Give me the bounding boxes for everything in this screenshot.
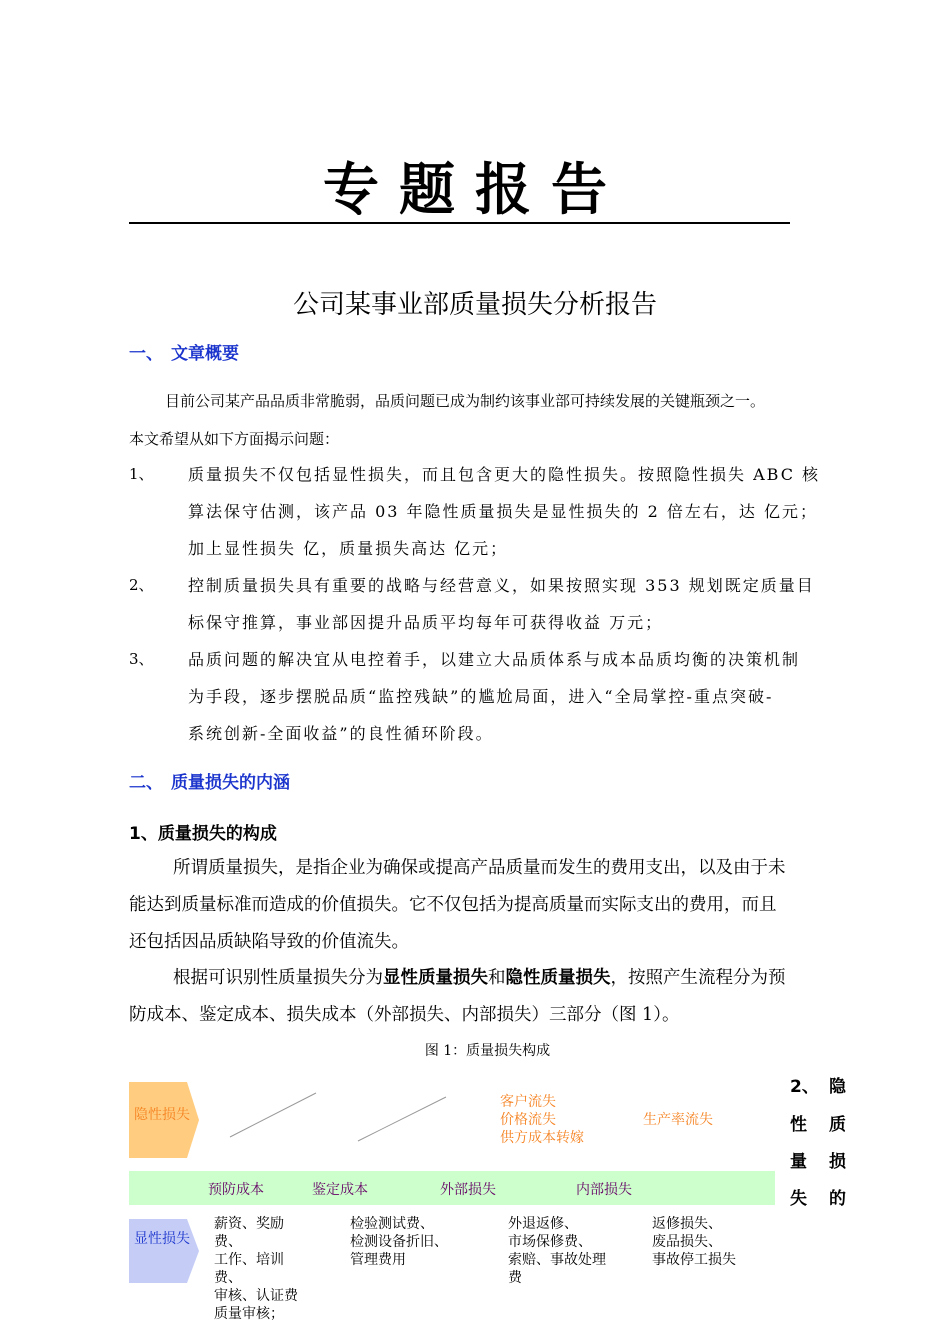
header-divider [129,222,790,224]
stage-external-loss: 外部损失 [440,1182,496,1198]
external-cost-line: 费 [508,1270,522,1286]
internal-cost-line: 废品损失、 [652,1234,722,1250]
list-item-2-line-2: 标保守推算，事业部因提升品质平均每年可获得收益 万元； [188,613,664,632]
diagonal-divider-1 [228,1090,318,1140]
section-2-number: 二、 [129,773,163,793]
para-2-text-b: 和 [488,968,506,988]
hidden-item-productivity-loss: 生产率流失 [643,1112,713,1128]
para-1-line-1: 所谓质量损失，是指企业为确保或提高产品质量而发生的费用支出，以及由于未 [173,858,786,878]
side-text-row-4-b: 的 [829,1189,846,1209]
section-2-heading [129,768,290,793]
prevention-costs-list [214,1215,298,1323]
internal-costs-list [652,1215,736,1269]
diagonal-divider-2 [356,1094,448,1144]
para-1-line-2: 能达到质量标准而造成的价值损失。它不仅包括为提高质量而实际支出的费用，而且 [129,895,777,915]
internal-cost-line: 事故停工损失 [652,1252,736,1268]
intro-line-1: 目前公司某产品品质非常脆弱，品质问题已成为制约该事业部可持续发展的关键瓶颈之一。 [165,392,766,410]
section-2-title: 质量损失的内涵 [171,773,290,793]
para-2-line-1 [173,964,786,989]
stage-appraisal-cost: 鉴定成本 [312,1182,368,1198]
section-1-number: 一、 [129,344,163,364]
list-item-1-line-3: 加上显性损失 亿，质量损失高达 亿元； [188,539,509,558]
list-item-2-line-1: 控制质量损失具有重要的战略与经营意义，如果按照实现 353 规划既定质量目 [188,576,815,595]
external-costs-list [508,1215,606,1287]
hidden-loss-label: 隐性损失 [134,1107,190,1123]
list-item-3-line-1: 品质问题的解决宜从电控着手，以建立大品质体系与成本品质均衡的决策机制 [188,650,801,669]
list-item-1-line-1: 质量损失不仅包括显性损失，而且包含更大的隐性损失。按照隐性损失 ABC 核 [188,465,821,484]
hidden-item-price-loss: 价格流失 [500,1112,556,1128]
side-text-row-2-b: 质 [829,1115,846,1135]
para-1-line-3: 还包括因品质缺陷导致的价值流失。 [129,932,409,952]
side-text-row-1-a: 2、 [790,1077,819,1097]
para-2-text-a: 根据可识别性质量损失分为 [173,968,383,988]
list-item-1-line-2: 算法保守估测，该产品 03 年隐性质量损失是显性损失的 2 倍左右，达 亿元； [188,502,818,521]
stage-prevention-cost: 预防成本 [208,1182,264,1198]
side-text-row-3-b: 损 [829,1152,846,1172]
para-2-text-c: ，按照产生流程分为预 [610,968,786,988]
section-1-title: 文章概要 [171,344,239,364]
prevention-cost-line: 质量审核； [214,1306,284,1322]
prevention-cost-line: 审核、认证费 [214,1288,298,1304]
visible-loss-label: 显性损失 [134,1231,190,1247]
side-text-row-1-b: 隐 [829,1077,846,1097]
intro-line-2: 本文希望从如下方面揭示问题： [129,430,340,448]
list-item-3-number: 3、 [129,650,154,668]
document-header-title: 专题报告 [323,158,627,223]
appraisal-costs-list [350,1215,448,1269]
section-1-heading [129,339,239,364]
stage-internal-loss: 内部损失 [576,1182,632,1198]
internal-cost-line: 返修损失、 [652,1216,722,1232]
prevention-cost-line: 工作、培训 [214,1252,284,1268]
para-2-line-2: 防成本、鉴定成本、损失成本（外部损失、内部损失）三部分（图 1）。 [129,1005,680,1025]
list-item-3-line-2: 为手段，逐步摆脱品质“监控残缺”的尴尬局面，进入“全局掌控-重点突破- [188,687,774,706]
external-cost-line: 索赔、事故处理 [508,1252,606,1268]
hidden-item-supplier-cost: 供方成本转嫁 [500,1130,584,1146]
list-item-2-number: 2、 [129,576,154,594]
prevention-cost-line: 费、 [214,1234,242,1250]
external-cost-line: 外退返修、 [508,1216,578,1232]
hidden-item-customer-loss: 客户流失 [500,1094,556,1110]
report-title: 公司某事业部质量损失分析报告 [292,290,657,320]
side-text-row-3-a: 量 [790,1152,807,1172]
prevention-cost-line: 费、 [214,1270,242,1286]
list-item-3-line-3: 系统创新-全面收益”的良性循环阶段。 [188,724,494,743]
appraisal-cost-line: 检测设备折旧、 [350,1234,448,1250]
appraisal-cost-line: 管理费用 [350,1252,406,1268]
para-2-bold-visible-loss: 显性质量损失 [383,968,488,988]
side-text-row-2-a: 性 [790,1115,807,1135]
appraisal-cost-line: 检验测试费、 [350,1216,434,1232]
external-cost-line: 市场保修费、 [508,1234,592,1250]
side-text-row-4-a: 失 [790,1189,807,1209]
para-2-bold-hidden-loss: 隐性质量损失 [505,968,611,988]
prevention-cost-line: 薪资、奖励 [214,1216,284,1232]
list-item-1-number: 1、 [129,465,154,483]
figure-caption: 图 1：质量损失构成 [424,1043,551,1059]
subsection-1-heading: 1、质量损失的构成 [129,824,277,844]
